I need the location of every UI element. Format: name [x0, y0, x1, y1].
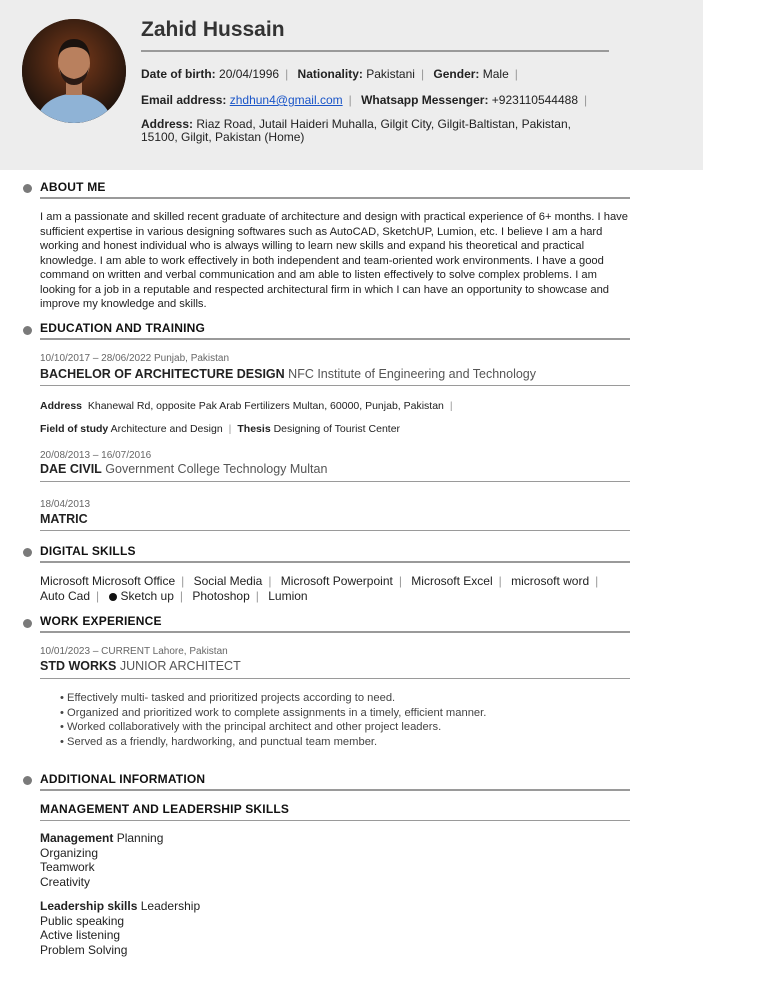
degree: DAE CIVIL	[40, 462, 102, 476]
section-rule	[40, 789, 630, 791]
divider	[40, 530, 630, 531]
dob-label: Date of birth:	[141, 67, 216, 81]
section-rule	[40, 631, 630, 633]
gender-label: Gender:	[433, 67, 480, 81]
section-rule	[40, 338, 630, 340]
candidate-name: Zahid Hussain	[141, 18, 285, 41]
skill-item: Microsoft Microsoft Office	[40, 574, 176, 588]
management-label: Management	[40, 831, 114, 845]
leadership-label: Leadership skills	[40, 899, 138, 913]
nationality-value: Pakistani	[366, 67, 415, 81]
skill-item: Microsoft Powerpoint	[280, 574, 393, 588]
section-bullet	[23, 184, 32, 193]
email-link[interactable]: zhdhun4@gmail.com	[229, 93, 343, 107]
divider	[40, 820, 630, 821]
address-value: Khanewal Rd, opposite Pak Arab Fertilizers Multan, 60000, Punjab, Pakistan	[87, 400, 444, 412]
whatsapp-label: Whatsapp Messenger:	[361, 93, 489, 107]
about-text: I am a passionate and skilled recent graduate of architecture and design with practical experience of 6+ months. I have sufficient expertise in various designing softwares such as AutoCAD, SketchUP, Lumion, etc. I believe I am a hard working and honest individual who is always willing to learn new skills and expand his theoretical and practical knowledge. I am able to work effectively in both independent and team-oriented work environments. I have a good command on written and verbal communication and am able to listen effectively to solve complex problems. I am looking for a job in a reputable and respected architectural firm in which I can have an opportunity to showcase and improve my knowledge and skills.	[40, 211, 628, 310]
list-item: Teamwork	[40, 860, 95, 874]
skill-item: Microsoft Excel	[411, 574, 493, 588]
section-bullet	[23, 548, 32, 557]
institution: Government College Technology Multan	[105, 462, 328, 476]
list-item: Problem Solving	[40, 942, 128, 957]
edu-date: 10/10/2017 – 28/06/2022 Punjab, Pakistan	[40, 353, 230, 364]
thesis-value: Designing of Tourist Center	[273, 423, 401, 435]
skill-item: Social Media	[193, 574, 263, 588]
address-value: Riaz Road, Jutail Haideri Muhalla, Gilgit City, Gilgit-Baltistan, Pakistan, 15100, Gilgit, Pakistan (Home)	[141, 117, 571, 144]
divider	[141, 50, 609, 52]
degree: MATRIC	[40, 512, 88, 526]
skill-item: microsoft word	[511, 574, 590, 588]
education-title: EDUCATION AND TRAINING	[40, 321, 206, 335]
management-list	[40, 831, 163, 889]
role: JUNIOR ARCHITECT	[119, 659, 241, 673]
address-label: Address	[40, 400, 83, 412]
edu-date: 20/08/2013 – 16/07/2016	[40, 450, 152, 461]
leadership-list	[40, 899, 200, 957]
thesis-label: Thesis	[237, 423, 271, 435]
section-bullet	[23, 326, 32, 335]
divider	[40, 481, 630, 482]
edu-title	[40, 512, 88, 526]
list-item: • Worked collaboratively with the principal architect and other project leaders.	[60, 720, 486, 735]
list-item: • Served as a friendly, hardworking, and punctual team member.	[60, 735, 486, 750]
section-bullet	[23, 776, 32, 785]
contact-line: Email address: zhdhun4@gmail.com | Whatsapp Messenger: +923110544488 |	[141, 93, 588, 107]
degree: BACHELOR OF ARCHITECTURE DESIGN	[40, 367, 285, 381]
skill-item: Lumion	[268, 589, 308, 603]
work-date: 10/01/2023 – CURRENT Lahore, Pakistan	[40, 646, 228, 657]
list-item: Planning	[116, 831, 164, 845]
section-bullet	[23, 619, 32, 628]
divider	[40, 678, 630, 679]
list-item: Public speaking	[40, 913, 125, 928]
institution: NFC Institute of Engineering and Technology	[288, 367, 537, 381]
section-rule	[40, 561, 630, 563]
list-item: Leadership	[140, 899, 201, 913]
whatsapp-value: +923110544488	[491, 93, 578, 107]
address-label: Address:	[141, 117, 194, 131]
email-label: Email address:	[141, 93, 227, 107]
work-title-line	[40, 659, 241, 673]
address-line	[141, 118, 601, 144]
personal-info-line: Date of birth: 20/04/1996 | Nationality: Pakistani | Gender: Male |	[141, 67, 518, 81]
list-item: Organizing	[40, 845, 99, 860]
header-panel	[0, 0, 703, 170]
additional-subtitle: MANAGEMENT AND LEADERSHIP SKILLS	[40, 802, 290, 816]
work-bullets	[60, 691, 486, 749]
bullet-icon	[109, 593, 117, 601]
edu-field: Field of study Architecture and Design | Thesis Designing of Tourist Center	[40, 423, 401, 435]
avatar	[22, 19, 126, 123]
skill-item: Sketch up	[120, 589, 174, 603]
additional-title: ADDITIONAL INFORMATION	[40, 772, 206, 786]
edu-title	[40, 462, 327, 476]
skill-item: Photoshop	[192, 589, 250, 603]
section-rule	[40, 197, 630, 199]
digital-title: DIGITAL SKILLS	[40, 544, 136, 558]
skill-item: Auto Cad	[40, 589, 91, 603]
work-title: WORK EXPERIENCE	[40, 614, 162, 628]
list-item: Active listening	[40, 928, 121, 942]
skills-line-1: Microsoft Microsoft Office | Social Media | Microsoft Powerpoint | Microsoft Excel | microsoft word |	[40, 574, 599, 588]
divider	[40, 385, 630, 386]
nationality-label: Nationality:	[297, 67, 363, 81]
edu-title	[40, 367, 536, 381]
skills-line-2: Auto Cad | Sketch up | Photoshop | Lumion	[40, 589, 308, 603]
about-title: ABOUT ME	[40, 180, 106, 194]
field-label: Field of study	[40, 423, 109, 435]
list-item: Creativity	[40, 874, 91, 889]
edu-date: 18/04/2013	[40, 499, 91, 510]
edu-address: Address Khanewal Rd, opposite Pak Arab Fertilizers Multan, 60000, Punjab, Pakistan |	[40, 400, 453, 412]
field-value: Architecture and Design	[110, 423, 223, 435]
dob-value: 20/04/1996	[219, 67, 280, 81]
list-item: • Effectively multi- tasked and prioritized projects according to need.	[60, 691, 486, 706]
gender-value: Male	[482, 67, 509, 81]
company: STD WORKS	[40, 659, 117, 673]
list-item: • Organized and prioritized work to complete assignments in a timely, efficient manner.	[60, 706, 486, 721]
